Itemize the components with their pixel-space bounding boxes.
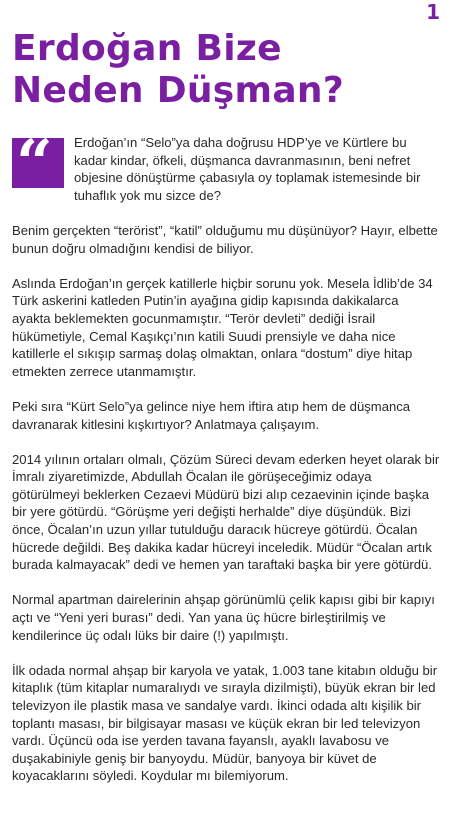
lead-text: Erdoğan’ın “Selo”ya daha doğrusu HDP’ye ve Kürtlere bu kadar kindar, öfkeli, düşmanca davranmasının, beni nefret objesine dönüştürme çabasıyla oy toplamak istemesinde bir tuhaflık yok mu sizce de?	[74, 135, 421, 203]
article-body	[12, 126, 440, 803]
paragraph-4: Peki sıra “Kürt Selo”ya gelince niye hem iftira atıp hem de düşmanca davranarak kitlesini kışkırtıyor? Anlatmaya çalışayım.	[12, 398, 411, 432]
article-title	[12, 28, 442, 112]
paragraph-3: Aslında Erdoğan’ın gerçek katillerle hiçbir sorunu yok. Mesela İdlib’de 34 Türk askerini katleden Putin’in ayağına gidip kapısında dakikalarca ayakta beklemekten gocunmamıştır. “Terör devleti” dediği İsrail hükümetiyle, Cemal Kaşıkçı’nın katili Suudi prensiyle ve daha nice katillerle el sıkışıp sarmaş dolaş olmaktan, onlara “dostum” diye hitap etmekten zerrece utanmamıştır.	[12, 275, 433, 379]
paragraph-5: 2014 yılının ortaları olmalı, Çözüm Süreci devam ederken heyet olarak bir İmralı ziyaretimizde, Abdullah Öcalan ile görüşeceğimiz odaya götürülmeyi beklerken Cezaevi Müdürü bizi alıp cezaevinin içinde başka bir yere götürdü. “Görüşme yeri değişti herhalde” diye düşündük. Bizi önce, Öcalan’ın uzun yıllar tutulduğu daracık hücreye götürdü. Öcalan hücrede değildi. Beş dakika kadar hücreyi inceledik. Müdür “Öcalan artık burada kalmayacak” dedi ve hemen yan taraftaki başka bir yere götürdü.	[12, 451, 440, 573]
paragraph-2: Benim gerçekten “terörist”, “katil” olduğumu mu düşünüyor? Hayır, elbette bunun doğru olmadığını kendisi de biliyor.	[12, 222, 438, 256]
paragraph-7: İlk odada normal ahşap bir karyola ve yatak, 1.003 tane kitabın olduğu bir kitaplık (tüm kitaplar numaralıydı ve sırayla dizilmişti), büyük ekran bir led televizyon ile plastik masa ve sandalye vardı. İkinci odada altı kişilik bir toplantı masası, bir bilgisayar masası ve küçük ekran bir led televizyon vardı. Üçüncü oda ise yerden tavana fayanslı, ayaklı lavabosu ve duşakabiniyle geniş bir banyoydu. Müdür, banyoya bir küvet de koyacaklarını söyledi. Koydular mı bilemiyorum.	[12, 662, 438, 784]
lead-paragraph	[12, 126, 440, 204]
quote-mark-icon: “	[12, 138, 64, 188]
page-number: 1	[426, 0, 440, 24]
paragraph-6: Normal apartman dairelerinin ahşap görünümlü çelik kapısı gibi bir kapıyı açtı ve “Yeni yeri burası” dedi. Yan yana üç hücre birleştirilmiş ve kendilerince üç odalı lüks bir daire (!) yapılmıştı.	[12, 592, 435, 643]
title-line-1: Erdoğan Bize	[12, 28, 282, 69]
title-line-2: Neden Düşman?	[12, 70, 345, 111]
